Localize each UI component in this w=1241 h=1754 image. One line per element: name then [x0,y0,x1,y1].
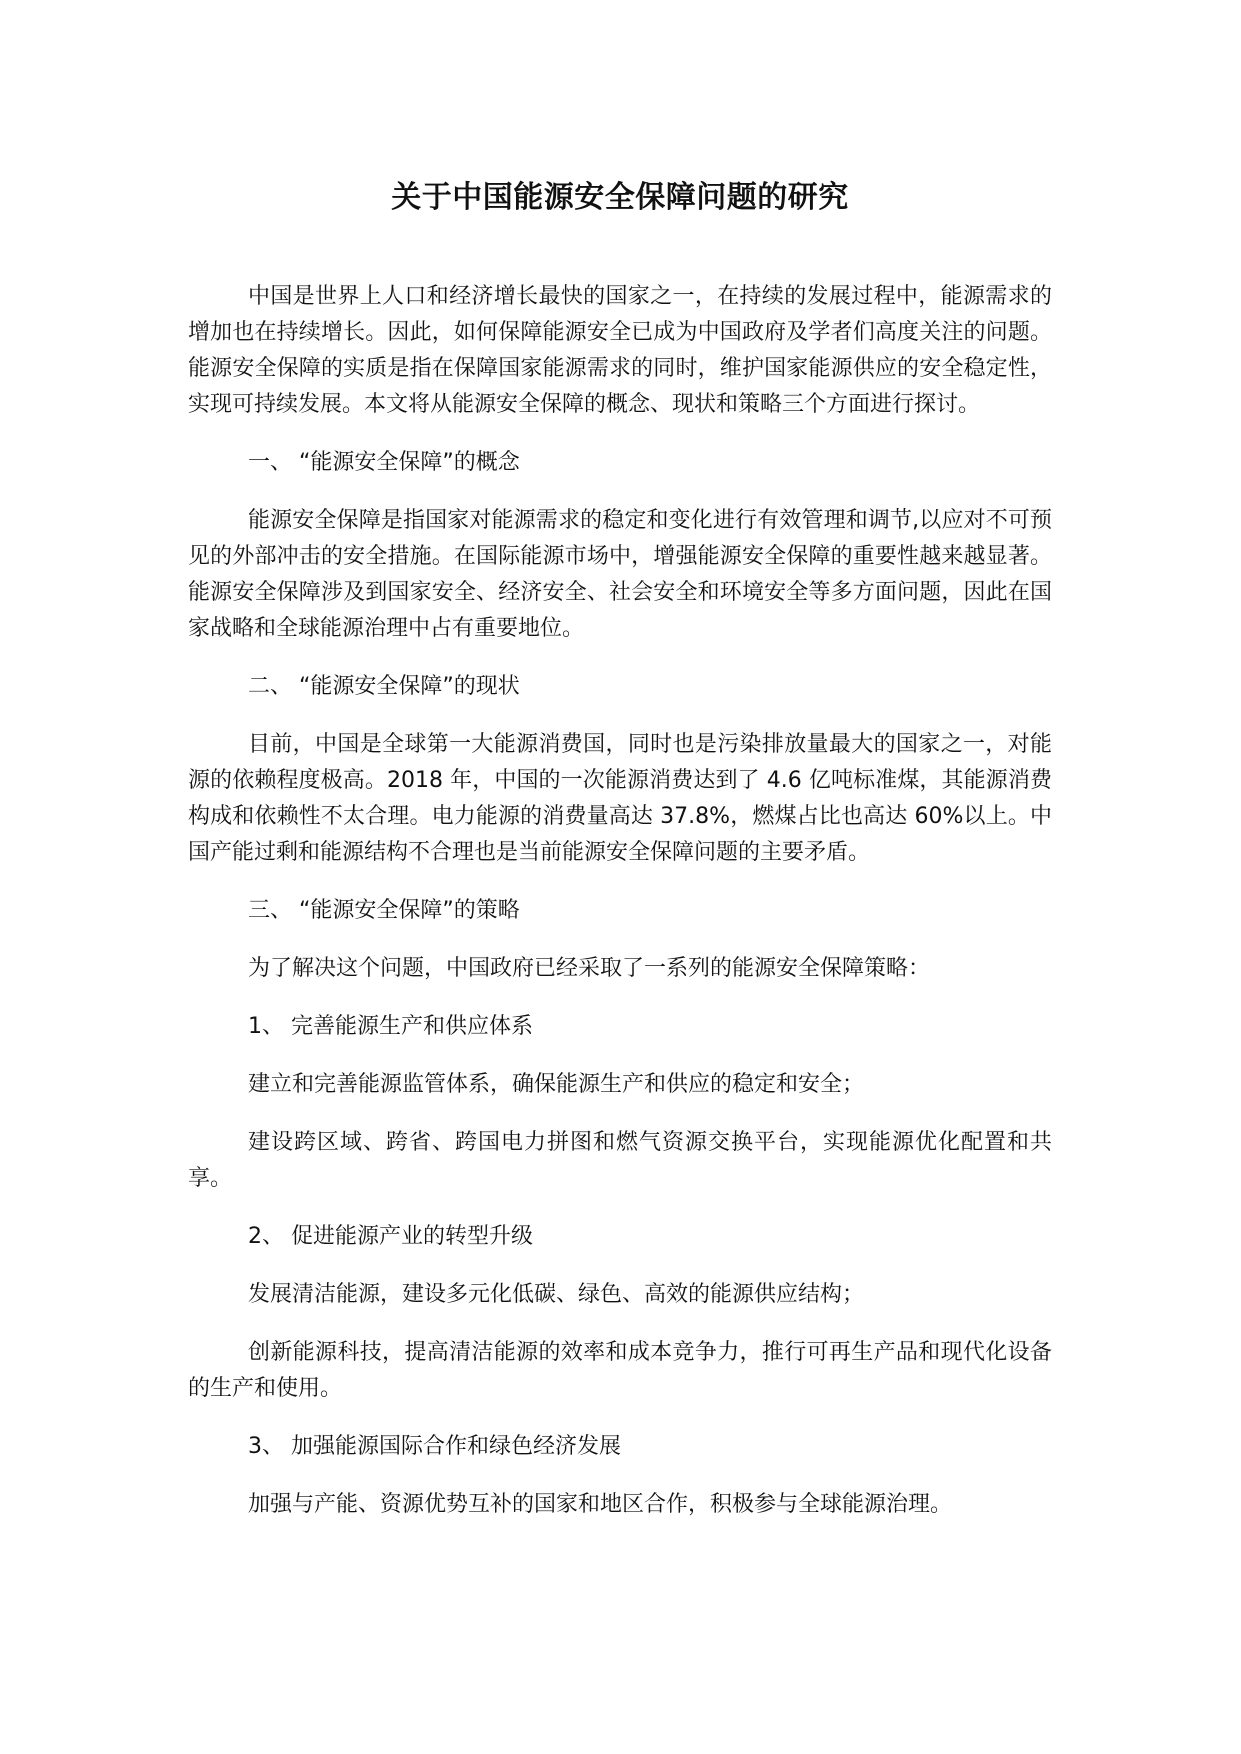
intro-paragraph: 中国是世界上人口和经济增长最快的国家之一，在持续的发展过程中，能源需求的增加也在持续增长。因此，如何保障能源安全已成为中国政府及学者们高度关注的问题。能源安全保障的实质是指在保障国家能源需求的同时，维护国家能源供应的安全稳定性，实现可持续发展。本文将从能源安全保障的概念、现状和策略三个方面进行探讨。 [188,284,1052,417]
item-1-heading: 1、 完善能源生产和供应体系 [248,1014,533,1039]
item-1-paragraph-1: 建立和完善能源监管体系，确保能源生产和供应的稳定和安全； [248,1072,865,1097]
section-2-heading: 二、 “能源安全保障”的现状 [248,674,520,699]
section-2-paragraph: 目前，中国是全球第一大能源消费国，同时也是污染排放量最大的国家之一，对能源的依赖程度极高。2018 年，中国的一次能源消费达到了 4.6 亿吨标准煤，其能源消费构成和依赖性不太合理。电力能源的消费量高达 37.8%，燃煤占比也高达 60%以上。中国产能过剩和能源结构不合理也是当前能源安全保障问题的主要矛盾。 [188,732,1052,865]
item-1-paragraph-2: 建设跨区域、跨省、跨国电力拼图和燃气资源交换平台，实现能源优化配置和共享。 [188,1130,1052,1191]
document-body [188,279,1052,1523]
section-1-heading: 一、 “能源安全保障”的概念 [248,450,520,475]
section-3-intro: 为了解决这个问题，中国政府已经采取了一系列的能源安全保障策略： [248,956,931,981]
item-3-paragraph-1: 加强与产能、资源优势互补的国家和地区合作，积极参与全球能源治理。 [248,1492,953,1517]
item-2-heading: 2、 促进能源产业的转型升级 [248,1224,533,1249]
item-2-paragraph-1: 发展清洁能源，建设多元化低碳、绿色、高效的能源供应结构； [248,1282,865,1307]
section-1-paragraph: 能源安全保障是指国家对能源需求的稳定和变化进行有效管理和调节,以应对不可预见的外部冲击的安全措施。在国际能源市场中，增强能源安全保障的重要性越来越显著。能源安全保障涉及到国家安全、经济安全、社会安全和环境安全等多方面问题，因此在国家战略和全球能源治理中占有重要地位。 [188,508,1052,641]
document-title: 关于中国能源安全保障问题的研究 [391,180,849,215]
item-2-paragraph-2: 创新能源科技，提高清洁能源的效率和成本竞争力，推行可再生产品和现代化设备的生产和使用。 [188,1340,1052,1401]
section-3-heading: 三、 “能源安全保障”的策略 [248,898,520,923]
item-3-heading: 3、 加强能源国际合作和绿色经济发展 [248,1434,621,1459]
